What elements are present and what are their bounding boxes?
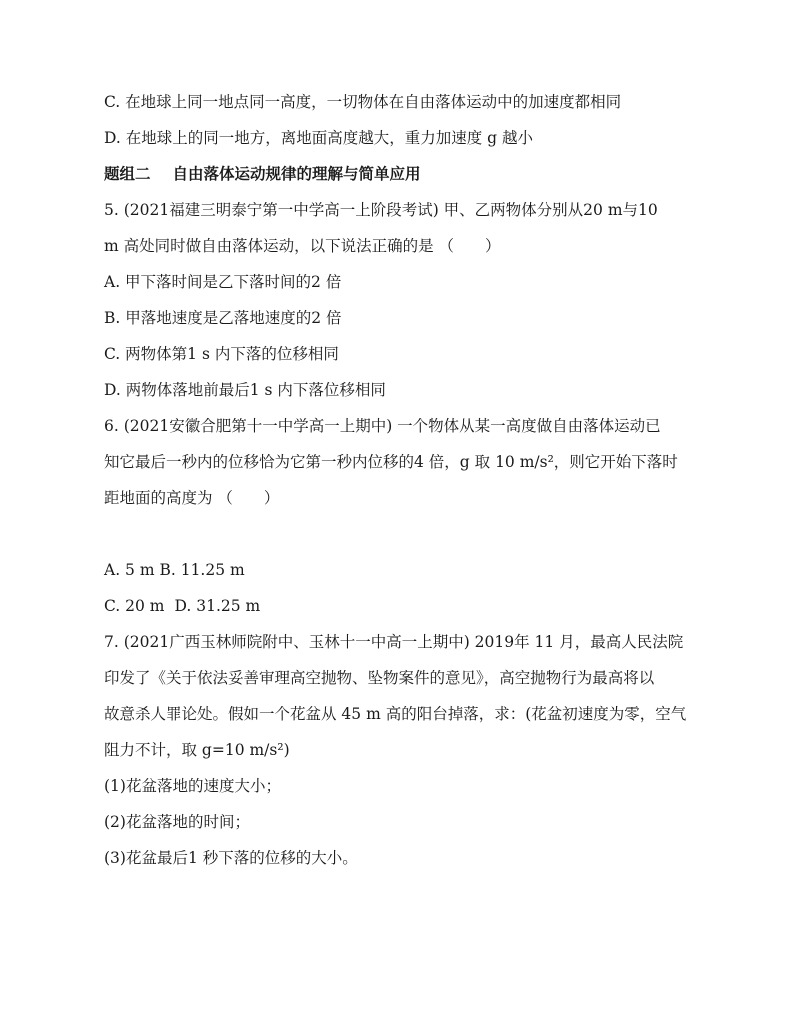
q6-options-ab: A. 5 m B. 11.25 m bbox=[104, 561, 245, 579]
section-title: 自由落体运动规律的理解与简单应用 bbox=[172, 165, 421, 183]
q6-option-c: C. 20 m bbox=[104, 597, 165, 615]
section-heading bbox=[104, 156, 704, 192]
q7-part-2: (2)花盆落地的时间； bbox=[104, 813, 250, 831]
section-label: 题组二 bbox=[104, 165, 151, 183]
q6-stem-line-2: 知它最后一秒内的位移恰为它第一秒内位移的4 倍，g 取 10 m/s²，则它开始下落时 bbox=[104, 453, 678, 471]
q5-option-c: C. 两物体第1 s 内下落的位移相同 bbox=[104, 345, 339, 363]
blank-gap bbox=[104, 516, 704, 552]
q5-option-b: B. 甲落地速度是乙落地速度的2 倍 bbox=[104, 309, 342, 327]
option-c-line: C. 在地球上同一地点同一高度，一切物体在自由落体运动中的加速度都相同 bbox=[104, 93, 622, 111]
q6-options-cd bbox=[104, 588, 704, 624]
q5-stem-line-2: m 高处同时做自由落体运动，以下说法正确的是 （ ） bbox=[104, 237, 501, 255]
q7-part-1: (1)花盆落地的速度大小； bbox=[104, 777, 281, 795]
q7-stem-line-4: 阻力不计，取 g=10 m/s²) bbox=[104, 741, 290, 759]
q6-stem-line-1: 6. (2021安徽合肥第十一中学高一上期中) 一个物体从某一高度做自由落体运动已 bbox=[104, 417, 661, 435]
q7-part-3: (3)花盆最后1 秒下落的位移的大小。 bbox=[104, 849, 358, 867]
q6-stem-line-3: 距地面的高度为 （ ） bbox=[104, 489, 280, 507]
option-d-line: D. 在地球上的同一地方，离地面高度越大，重力加速度 g 越小 bbox=[104, 129, 534, 147]
q5-option-d: D. 两物体落地前最后1 s 内下落位移相同 bbox=[104, 381, 386, 399]
q6-option-d: D. 31.25 m bbox=[174, 597, 261, 615]
q5-stem-line-1: 5. (2021福建三明泰宁第一中学高一上阶段考试) 甲、乙两物体分别从20 m与10 bbox=[104, 201, 658, 219]
q5-option-a: A. 甲下落时间是乙下落时间的2 倍 bbox=[104, 273, 342, 291]
q7-stem-line-2: 印发了《关于依法妥善审理高空抛物、坠物案件的意见》，高空抛物行为最高将以 bbox=[104, 669, 655, 687]
q7-stem-line-3: 故意杀人罪论处。假如一个花盆从 45 m 高的阳台掉落，求：(花盆初速度为零，空气 bbox=[104, 705, 687, 723]
document-page bbox=[104, 84, 704, 876]
q7-stem-line-1: 7. (2021广西玉林师院附中、玉林十一中高一上期中) 2019年 11 月，最高人民法院 bbox=[104, 633, 684, 651]
